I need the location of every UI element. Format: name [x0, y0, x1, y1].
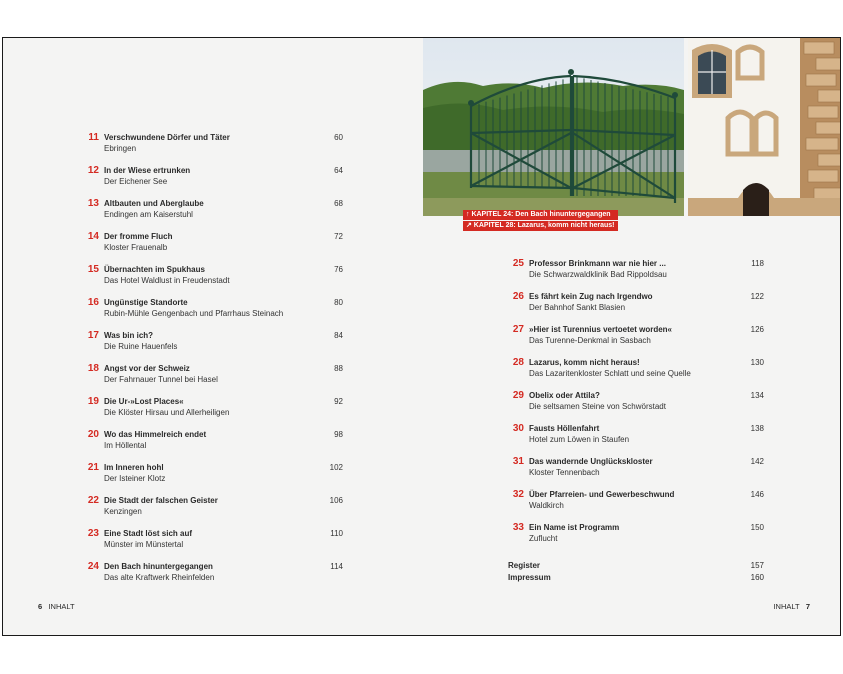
chapter-subtitle: Das Turenne-Denkmal in Sasbach	[529, 336, 651, 345]
chapter-title: Die Ur-»Lost Places«	[104, 397, 184, 406]
chapter-number: 32	[512, 489, 524, 500]
chapter-page: 76	[334, 265, 343, 274]
chapter-subtitle: Das Hotel Waldlust in Freudenstadt	[104, 276, 230, 285]
toc-entry	[83, 132, 343, 158]
toc-entry	[508, 390, 764, 416]
toc-entry	[508, 456, 764, 482]
chapter-number: 20	[87, 429, 99, 440]
chapter-title: Ungünstige Standorte	[104, 298, 188, 307]
right-page	[423, 38, 841, 635]
chapter-subtitle: Hotel zum Löwen in Staufen	[529, 435, 630, 444]
toc-entry	[508, 258, 764, 284]
chapter-number: 29	[512, 390, 524, 401]
chapter-title: Wo das Himmelreich endet	[104, 430, 207, 439]
page-number-left: 6	[38, 602, 43, 611]
chapter-title: Professor Brinkmann war nie hier ...	[529, 259, 666, 268]
chapter-subtitle: Der Fahrnauer Tunnel bei Hasel	[104, 375, 218, 384]
chapter-number: 33	[512, 522, 524, 533]
chapter-number: 26	[512, 291, 524, 302]
chapter-title: Obelix oder Attila?	[529, 391, 600, 400]
toc-entry	[83, 363, 343, 389]
chapter-number: 12	[87, 165, 99, 176]
chapter-page: 146	[750, 490, 764, 499]
chapter-subtitle: Waldkirch	[529, 501, 564, 510]
chapter-title: Im Inneren hohl	[104, 463, 164, 472]
toc-entry	[83, 495, 343, 521]
toc-entry	[508, 357, 764, 383]
chapter-number: 17	[87, 330, 99, 341]
appendix-entry	[508, 573, 764, 584]
chapter-title: Fausts Höllenfahrt	[529, 424, 600, 433]
appendix-title: Register	[508, 561, 541, 570]
chapter-number: 30	[512, 423, 524, 434]
chapter-page: 142	[750, 457, 764, 466]
toc-entry	[83, 264, 343, 290]
chapter-number: 28	[512, 357, 524, 368]
appendix-page: 160	[750, 573, 764, 582]
toc-entry	[83, 429, 343, 455]
chapter-number: 22	[87, 495, 99, 506]
chapter-subtitle: Das Lazaritenkloster Schlatt und seine Quelle	[529, 369, 691, 378]
chapter-page: 64	[334, 166, 343, 175]
chapter-title: Das wandernde Unglückskloster	[529, 457, 653, 466]
chapter-subtitle: Kenzingen	[104, 507, 142, 516]
chapter-subtitle: Die Schwarzwaldklinik Bad Rippoldsau	[529, 270, 667, 279]
chapter-number: 19	[87, 396, 99, 407]
chapter-subtitle: Der Eichener See	[104, 177, 168, 186]
toc-entry	[83, 198, 343, 224]
chapter-page: 150	[750, 523, 764, 532]
left-page	[3, 38, 423, 635]
chapter-page: 118	[751, 259, 764, 268]
chapter-subtitle: Rubin-Mühle Gengenbach und Pfarrhaus Steinach	[104, 309, 284, 318]
house-photo	[688, 38, 841, 216]
chapter-page: 114	[330, 562, 343, 571]
toc-entry	[83, 165, 343, 191]
toc-entry	[508, 522, 764, 548]
chapter-title: In der Wiese ertrunken	[104, 166, 191, 175]
chapter-page: 60	[334, 133, 343, 142]
chapter-number: 25	[512, 258, 524, 269]
chapter-title: Es fährt kein Zug nach Irgendwo	[529, 292, 653, 301]
chapter-number: 23	[87, 528, 99, 539]
chapter-page: 88	[334, 364, 343, 373]
chapter-number: 21	[87, 462, 99, 473]
chapter-subtitle: Der Bahnhof Sankt Blasien	[529, 303, 626, 312]
toc-entry	[508, 423, 764, 449]
chapter-subtitle: Das alte Kraftwerk Rheinfelden	[104, 573, 215, 582]
appendix-page: 157	[750, 561, 764, 570]
chapter-page: 106	[329, 496, 343, 505]
toc-entry	[83, 330, 343, 356]
chapter-subtitle: Die Ruine Hauenfels	[104, 342, 178, 351]
chapter-title: Was bin ich?	[104, 331, 154, 340]
toc-entry	[508, 489, 764, 515]
book-spread	[2, 37, 841, 636]
chapter-number: 24	[87, 561, 99, 572]
toc-entry	[83, 396, 343, 422]
chapter-number: 16	[87, 297, 99, 308]
caption-chapter-28: ↗ KAPITEL 28: Lazarus, komm nicht heraus!	[463, 221, 618, 231]
chapter-page: 102	[329, 463, 343, 472]
chapter-subtitle: Münster im Münstertal	[104, 540, 184, 549]
toc-entry	[83, 561, 343, 587]
toc-entry	[83, 231, 343, 257]
chapter-title: Übernachten im Spukhaus	[104, 265, 205, 274]
chapter-page: 72	[334, 232, 343, 241]
chapter-page: 138	[750, 424, 764, 433]
chapter-title: Altbauten und Aberglaube	[104, 199, 204, 208]
gate-photo-image	[423, 38, 684, 216]
chapter-title: Lazarus, komm nicht heraus!	[529, 358, 640, 367]
chapter-page: 122	[750, 292, 764, 301]
toc-entry	[508, 291, 764, 317]
chapter-subtitle: Ebringen	[104, 144, 137, 153]
chapter-subtitle: Endingen am Kaiserstuhl	[104, 210, 193, 219]
chapter-number: 31	[512, 456, 524, 467]
chapter-page: 98	[334, 430, 343, 439]
photo-captions	[463, 210, 618, 232]
chapter-title: Die Stadt der falschen Geister	[104, 496, 218, 505]
chapter-title: Ein Name ist Programm	[529, 523, 620, 532]
footer-label-right: INHALT	[773, 602, 800, 611]
chapter-page: 126	[750, 325, 764, 334]
chapter-page: 80	[334, 298, 343, 307]
footer-right	[773, 602, 810, 612]
chapter-subtitle: Kloster Frauenalb	[104, 243, 168, 252]
toc-entry	[83, 528, 343, 554]
toc-entry	[508, 324, 764, 350]
footer-label-left: INHALT	[48, 602, 75, 611]
appendix-title: Impressum	[508, 573, 551, 582]
chapter-title: Über Pfarreien- und Gewerbeschwund	[529, 490, 675, 499]
chapter-title: Den Bach hinuntergegangen	[104, 562, 213, 571]
chapter-page: 68	[334, 199, 343, 208]
chapter-number: 18	[87, 363, 99, 374]
chapter-subtitle: Der Isteiner Klotz	[104, 474, 166, 483]
chapter-page: 134	[750, 391, 764, 400]
chapter-title: Eine Stadt löst sich auf	[104, 529, 193, 538]
chapter-number: 11	[88, 132, 99, 143]
toc-entry	[83, 462, 343, 488]
house-photo-image	[688, 38, 841, 216]
page-number-right: 7	[805, 602, 810, 611]
chapter-number: 27	[512, 324, 524, 335]
chapter-page: 84	[334, 331, 343, 340]
gate-photo	[423, 38, 684, 216]
chapter-subtitle: Die seltsamen Steine von Schwörstadt	[529, 402, 666, 411]
chapter-title: Der fromme Fluch	[104, 232, 173, 241]
chapter-title: »Hier ist Turennius vertoetet worden«	[529, 325, 672, 334]
chapter-subtitle: Im Höllental	[104, 441, 147, 450]
chapter-page: 110	[330, 529, 343, 538]
chapter-number: 15	[87, 264, 99, 275]
chapter-subtitle: Die Klöster Hirsau und Allerheiligen	[104, 408, 230, 417]
chapter-page: 92	[334, 397, 343, 406]
chapter-number: 13	[87, 198, 99, 209]
footer-left	[38, 602, 75, 612]
chapter-page: 130	[750, 358, 764, 367]
chapter-title: Angst vor der Schweiz	[104, 364, 190, 373]
chapter-number: 14	[87, 231, 99, 242]
chapter-title: Verschwundene Dörfer und Täter	[104, 133, 230, 142]
appendix-entry	[508, 561, 764, 572]
chapter-subtitle: Zuflucht	[529, 534, 558, 543]
toc-entry	[83, 297, 343, 323]
chapter-subtitle: Kloster Tennenbach	[529, 468, 600, 477]
caption-chapter-24: ↑ KAPITEL 24: Den Bach hinuntergegangen	[463, 210, 618, 220]
